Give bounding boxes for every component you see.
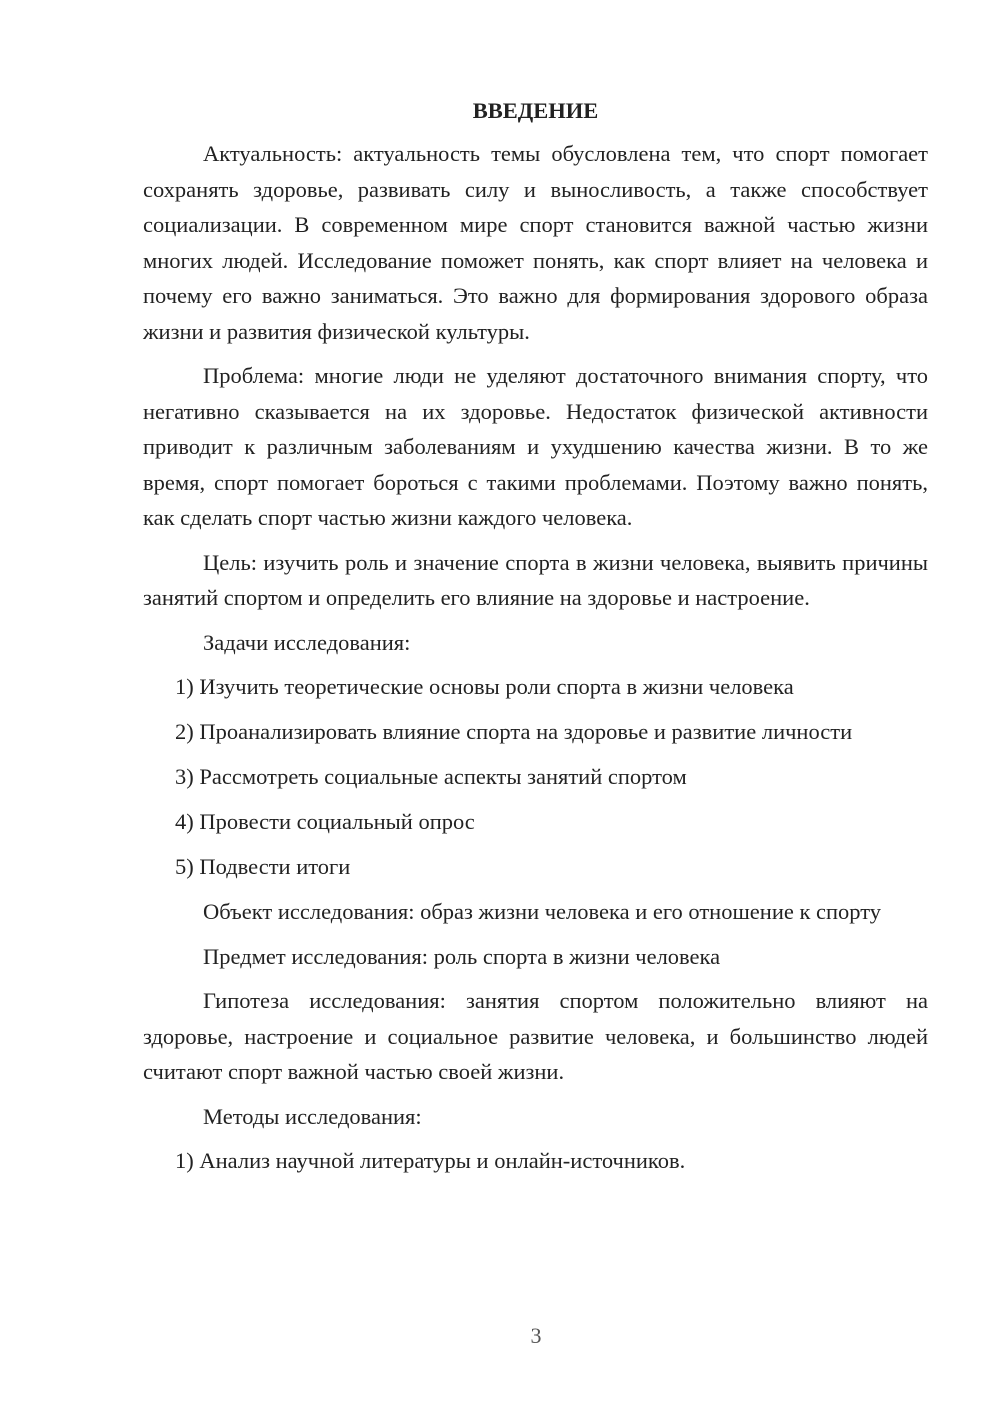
relevance-paragraph: Актуальность: актуальность темы обусловлена тем, что спорт помогает сохранять здоровье, развивать силу и выносливость, а также способствует социализации. В современном мире спорт становится важной частью жизни многих людей. Исследование поможет понять, как спорт влияет на человека и почему его важно заниматься. Это важно для формирования здорового образа жизни и развития физической культуры. [143,141,928,344]
page-number: 3 [530,1323,542,1348]
method-item-1: 1) Анализ научной литературы и онлайн-источников. [175,1148,686,1173]
task-item-2: 2) Проанализировать влияние спорта на здоровье и развитие личности [175,719,853,744]
task-item-3: 3) Рассмотреть социальные аспекты занятий спортом [175,764,687,789]
document-page [143,96,928,1188]
section-title: ВВЕДЕНИЕ [472,98,599,123]
task-item-1: 1) Изучить теоретические основы роли спорта в жизни человека [175,674,794,699]
task-item-5: 5) Подвести итоги [175,854,351,879]
problem-paragraph: Проблема: многие люди не уделяют достаточного внимания спорту, что негативно сказывается на их здоровье. Недостаток физической активности приводит к различным заболеваниям и ухудшению качества жизни. В то же время, спорт помогает бороться с такими проблемами. Поэтому важно понять, как сделать спорт частью жизни каждого человека. [143,363,928,530]
tasks-heading: Задачи исследования: [203,629,411,655]
object-paragraph: Объект исследования: образ жизни человека и его отношение к спорту [203,899,882,924]
subject-paragraph: Предмет исследования: роль спорта в жизни человека [203,943,721,969]
goal-paragraph: Цель: изучить роль и значение спорта в жизни человека, выявить причины занятий спортом и определить его влияние на здоровье и настроение. [143,549,928,610]
methods-heading: Методы исследования: [203,1103,422,1129]
hypothesis-paragraph: Гипотеза исследования: занятия спортом положительно влияют на здоровье, настроение и социальное развитие человека, и большинство людей считают спорт важной частью своей жизни. [143,988,928,1084]
task-item-4: 4) Провести социальный опрос [175,809,475,834]
